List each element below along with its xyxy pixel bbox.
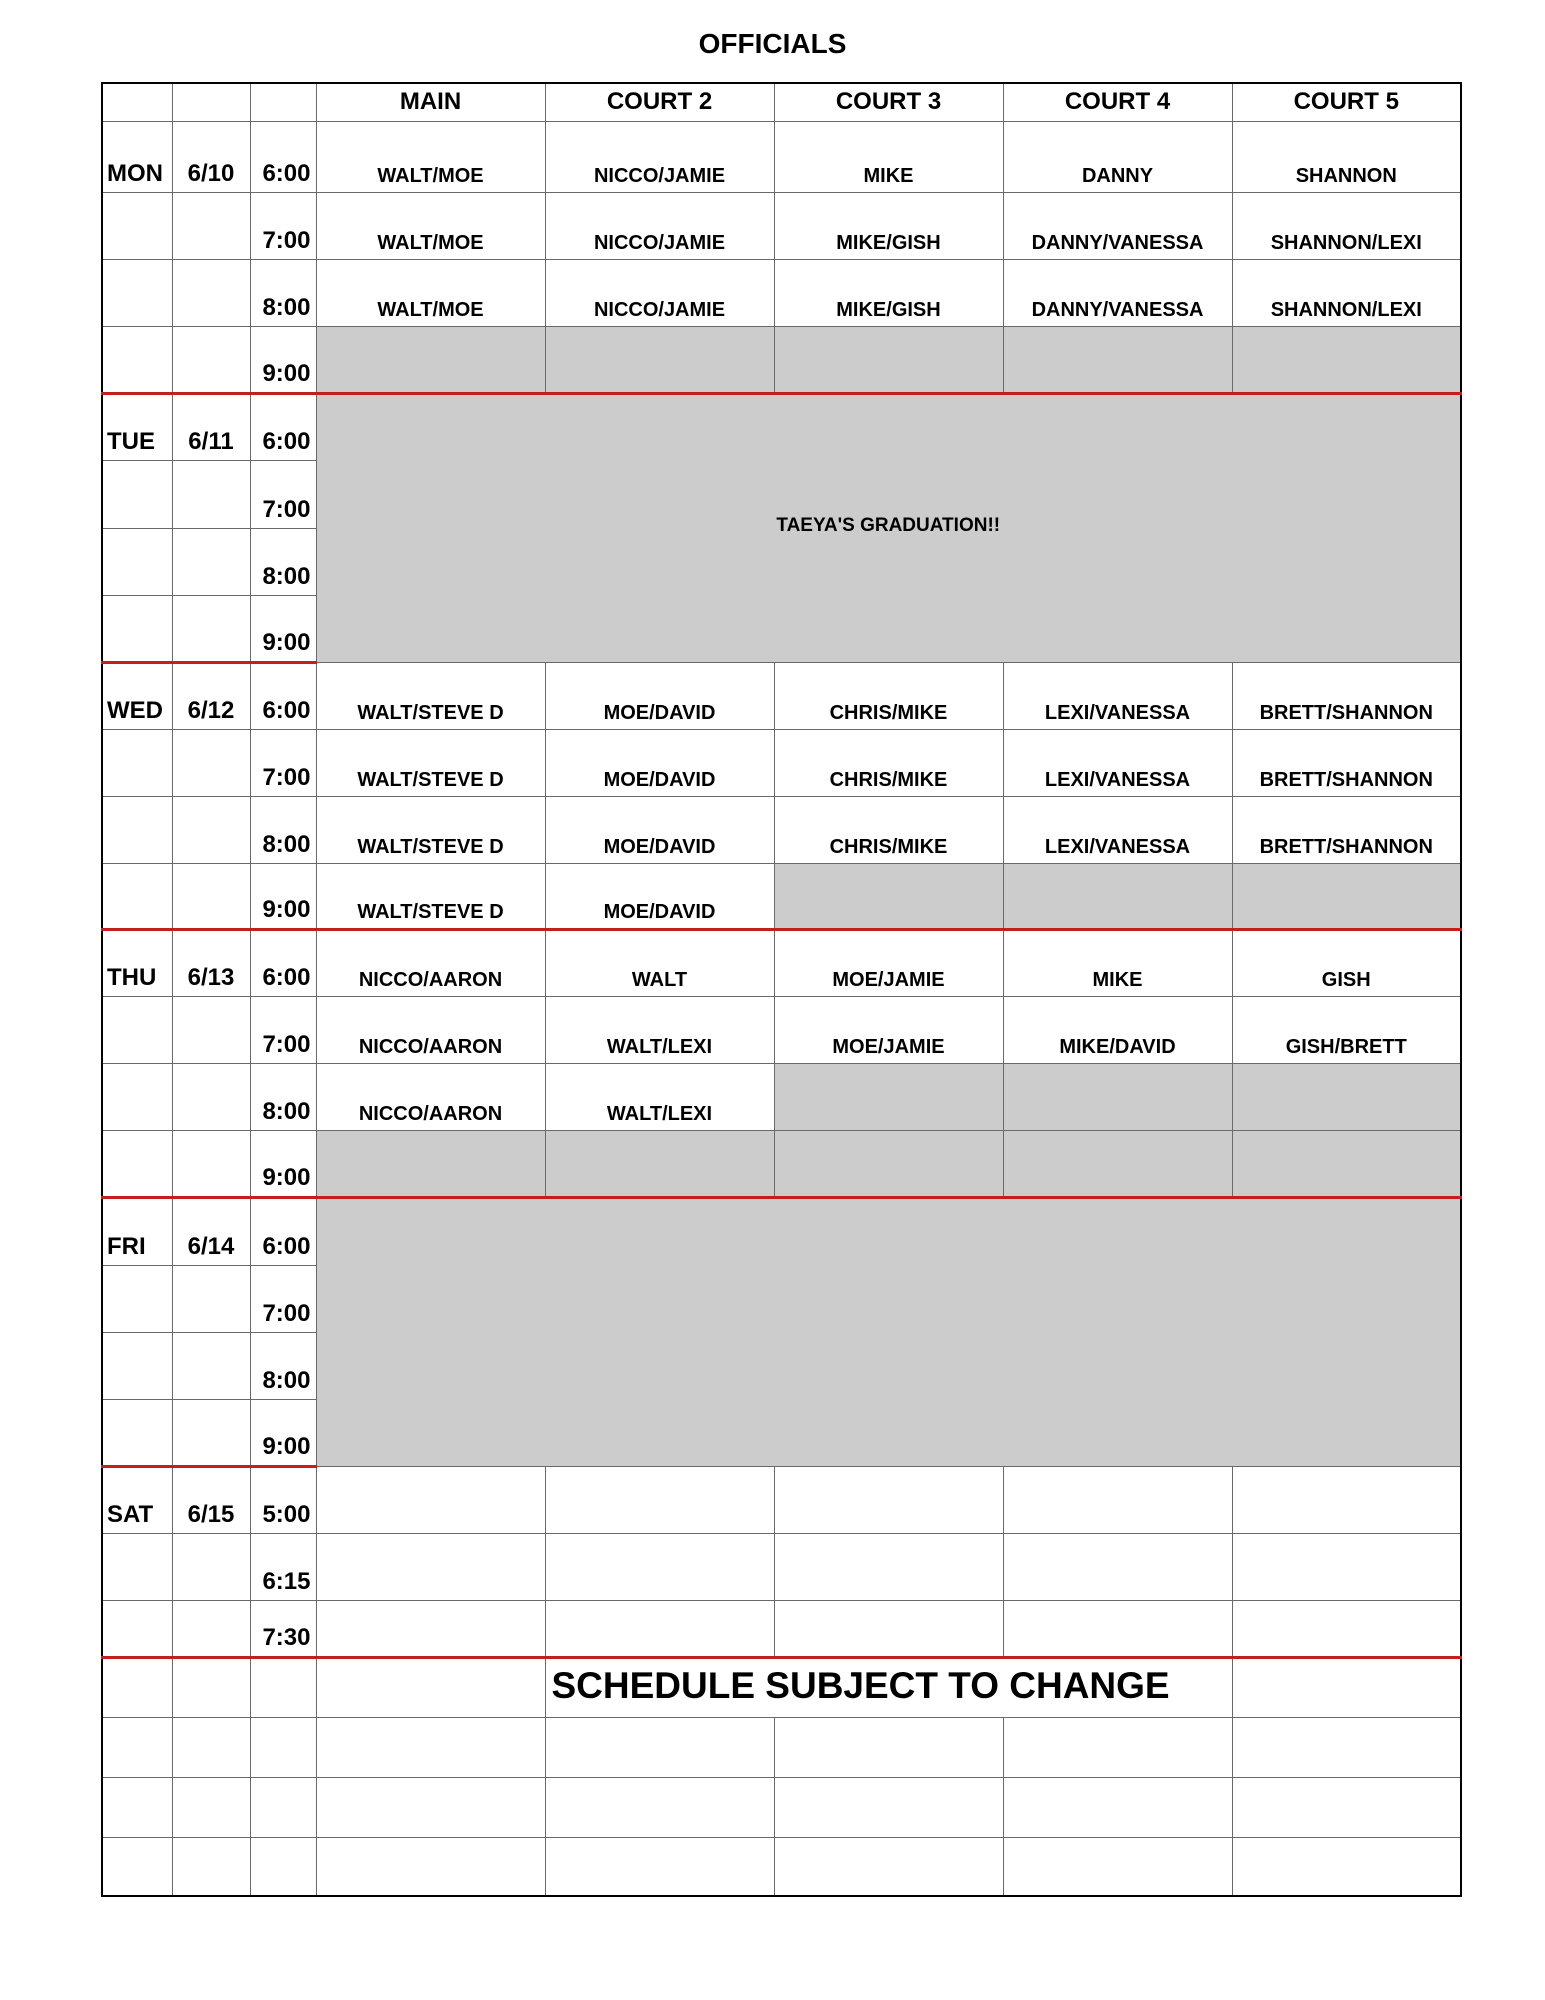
header-row	[102, 83, 1461, 121]
official-cell: DANNY/VANESSA	[1003, 192, 1232, 259]
official-cell	[1232, 863, 1461, 929]
empty-cell	[1232, 1533, 1461, 1600]
official-cell: NICCO/JAMIE	[545, 192, 774, 259]
day-blank-cell	[102, 1063, 172, 1130]
blank-cell	[545, 1777, 774, 1837]
blank-cell	[172, 1657, 250, 1717]
schedule-row	[102, 796, 1461, 863]
official-cell	[774, 1130, 1003, 1197]
header-blank-cell	[250, 83, 316, 121]
column-header-court-4: COURT 4	[1003, 83, 1232, 121]
date-blank-cell	[172, 1265, 250, 1332]
date-blank-cell	[172, 1332, 250, 1399]
officials-schedule-table	[101, 82, 1462, 1897]
official-cell: MIKE/DAVID	[1003, 996, 1232, 1063]
official-cell	[774, 1063, 1003, 1130]
day-blank-cell	[102, 326, 172, 393]
date-label-fri: 6/14	[172, 1197, 250, 1265]
date-blank-cell	[172, 796, 250, 863]
graduation-note: TAEYA'S GRADUATION!!	[316, 393, 1461, 662]
blank-cell	[774, 1777, 1003, 1837]
official-cell: WALT/LEXI	[545, 996, 774, 1063]
time-slot: 5:00	[250, 1466, 316, 1533]
schedule-row	[102, 863, 1461, 929]
official-cell: WALT/MOE	[316, 121, 545, 192]
day-blank-cell	[102, 528, 172, 595]
official-cell: GISH	[1232, 929, 1461, 996]
time-slot: 8:00	[250, 528, 316, 595]
blank-cell	[102, 1837, 172, 1896]
empty-cell	[774, 1466, 1003, 1533]
column-header-main: MAIN	[316, 83, 545, 121]
schedule-row	[102, 1130, 1461, 1197]
empty-cell	[316, 1600, 545, 1657]
day-blank-cell	[102, 1533, 172, 1600]
blank-cell	[1003, 1717, 1232, 1777]
time-slot: 8:00	[250, 796, 316, 863]
time-slot: 8:00	[250, 1332, 316, 1399]
official-cell	[545, 326, 774, 393]
date-blank-cell	[172, 326, 250, 393]
official-cell: LEXI/VANESSA	[1003, 796, 1232, 863]
day-label-tue: TUE	[102, 393, 172, 460]
day-blank-cell	[102, 259, 172, 326]
schedule-row	[102, 1063, 1461, 1130]
official-cell	[774, 863, 1003, 929]
day-label-mon: MON	[102, 121, 172, 192]
official-cell	[316, 326, 545, 393]
official-cell: NICCO/JAMIE	[545, 259, 774, 326]
official-cell: MOE/DAVID	[545, 863, 774, 929]
time-slot: 7:00	[250, 192, 316, 259]
blank-cell	[316, 1837, 545, 1896]
day-blank-cell	[102, 1399, 172, 1466]
empty-cell	[545, 1466, 774, 1533]
blank-cell	[102, 1777, 172, 1837]
time-slot: 8:00	[250, 259, 316, 326]
time-slot: 6:00	[250, 929, 316, 996]
date-label-tue: 6/11	[172, 393, 250, 460]
empty-cell	[545, 1533, 774, 1600]
date-blank-cell	[172, 595, 250, 662]
official-cell: LEXI/VANESSA	[1003, 729, 1232, 796]
date-blank-cell	[172, 528, 250, 595]
schedule-row	[102, 1600, 1461, 1657]
official-cell	[1232, 1130, 1461, 1197]
date-blank-cell	[172, 996, 250, 1063]
blank-cell	[1232, 1657, 1461, 1717]
official-cell: CHRIS/MIKE	[774, 662, 1003, 729]
official-cell: MOE/DAVID	[545, 662, 774, 729]
day-label-sat: SAT	[102, 1466, 172, 1533]
unavailable-block	[316, 1197, 1461, 1466]
official-cell: WALT/STEVE D	[316, 796, 545, 863]
official-cell: BRETT/SHANNON	[1232, 662, 1461, 729]
official-cell: SHANNON/LEXI	[1232, 259, 1461, 326]
blank-cell	[172, 1717, 250, 1777]
blank-cell	[545, 1717, 774, 1777]
official-cell: SHANNON/LEXI	[1232, 192, 1461, 259]
empty-cell	[1232, 1600, 1461, 1657]
official-cell: WALT/STEVE D	[316, 729, 545, 796]
blank-cell	[316, 1777, 545, 1837]
time-slot: 9:00	[250, 1399, 316, 1466]
date-label-sat: 6/15	[172, 1466, 250, 1533]
day-blank-cell	[102, 1600, 172, 1657]
schedule-row	[102, 1533, 1461, 1600]
blank-cell	[250, 1657, 316, 1717]
empty-cell	[1232, 1466, 1461, 1533]
date-blank-cell	[172, 259, 250, 326]
blank-cell	[316, 1717, 545, 1777]
blank-row	[102, 1837, 1461, 1896]
official-cell	[774, 326, 1003, 393]
blank-row	[102, 1717, 1461, 1777]
official-cell	[1003, 863, 1232, 929]
blank-cell	[316, 1657, 545, 1717]
subject-to-change-row	[102, 1657, 1461, 1717]
empty-cell	[1003, 1600, 1232, 1657]
schedule-row	[102, 729, 1461, 796]
empty-cell	[316, 1466, 545, 1533]
time-slot: 8:00	[250, 1063, 316, 1130]
official-cell: NICCO/AARON	[316, 929, 545, 996]
blank-cell	[250, 1717, 316, 1777]
column-header-court-5: COURT 5	[1232, 83, 1461, 121]
schedule-row	[102, 393, 1461, 460]
official-cell: SHANNON	[1232, 121, 1461, 192]
date-blank-cell	[172, 1130, 250, 1197]
empty-cell	[1003, 1533, 1232, 1600]
official-cell: WALT/MOE	[316, 192, 545, 259]
official-cell: WALT/LEXI	[545, 1063, 774, 1130]
time-slot: 6:00	[250, 393, 316, 460]
day-label-thu: THU	[102, 929, 172, 996]
official-cell: BRETT/SHANNON	[1232, 729, 1461, 796]
empty-cell	[774, 1533, 1003, 1600]
day-label-fri: FRI	[102, 1197, 172, 1265]
blank-row	[102, 1777, 1461, 1837]
date-blank-cell	[172, 460, 250, 528]
official-cell: WALT/MOE	[316, 259, 545, 326]
official-cell: NICCO/AARON	[316, 1063, 545, 1130]
date-label-wed: 6/12	[172, 662, 250, 729]
schedule-row	[102, 996, 1461, 1063]
day-blank-cell	[102, 729, 172, 796]
empty-cell	[774, 1600, 1003, 1657]
date-blank-cell	[172, 1600, 250, 1657]
schedule-row	[102, 121, 1461, 192]
official-cell: MOE/JAMIE	[774, 996, 1003, 1063]
official-cell: MOE/DAVID	[545, 729, 774, 796]
day-blank-cell	[102, 595, 172, 662]
blank-cell	[102, 1657, 172, 1717]
time-slot: 9:00	[250, 595, 316, 662]
time-slot: 6:15	[250, 1533, 316, 1600]
time-slot: 6:00	[250, 662, 316, 729]
official-cell: WALT/STEVE D	[316, 863, 545, 929]
blank-cell	[172, 1777, 250, 1837]
official-cell: DANNY	[1003, 121, 1232, 192]
column-header-court-3: COURT 3	[774, 83, 1003, 121]
official-cell	[1003, 326, 1232, 393]
time-slot: 7:00	[250, 729, 316, 796]
official-cell	[1003, 1063, 1232, 1130]
official-cell: DANNY/VANESSA	[1003, 259, 1232, 326]
day-label-wed: WED	[102, 662, 172, 729]
official-cell: MIKE/GISH	[774, 259, 1003, 326]
schedule-subject-to-change-note: SCHEDULE SUBJECT TO CHANGE	[545, 1657, 1232, 1717]
date-blank-cell	[172, 729, 250, 796]
official-cell	[1232, 1063, 1461, 1130]
schedule-row	[102, 326, 1461, 393]
time-slot: 9:00	[250, 1130, 316, 1197]
day-blank-cell	[102, 996, 172, 1063]
official-cell: WALT/STEVE D	[316, 662, 545, 729]
schedule-row	[102, 662, 1461, 729]
blank-cell	[250, 1777, 316, 1837]
official-cell: MOE/JAMIE	[774, 929, 1003, 996]
time-slot: 6:00	[250, 121, 316, 192]
blank-cell	[250, 1837, 316, 1896]
blank-cell	[1232, 1777, 1461, 1837]
official-cell: NICCO/AARON	[316, 996, 545, 1063]
schedule-row	[102, 259, 1461, 326]
official-cell: MIKE/GISH	[774, 192, 1003, 259]
header-blank-cell	[172, 83, 250, 121]
day-blank-cell	[102, 192, 172, 259]
empty-cell	[316, 1533, 545, 1600]
time-slot: 9:00	[250, 326, 316, 393]
schedule-row	[102, 1197, 1461, 1265]
time-slot: 7:30	[250, 1600, 316, 1657]
page-title: OFFICIALS	[698, 28, 847, 59]
day-blank-cell	[102, 863, 172, 929]
blank-cell	[102, 1717, 172, 1777]
official-cell	[1232, 326, 1461, 393]
date-blank-cell	[172, 1399, 250, 1466]
official-cell: WALT	[545, 929, 774, 996]
day-blank-cell	[102, 1332, 172, 1399]
schedule-row	[102, 192, 1461, 259]
schedule-row	[102, 929, 1461, 996]
blank-cell	[545, 1837, 774, 1896]
time-slot: 7:00	[250, 1265, 316, 1332]
day-blank-cell	[102, 1265, 172, 1332]
date-blank-cell	[172, 1063, 250, 1130]
blank-cell	[1003, 1837, 1232, 1896]
day-blank-cell	[102, 460, 172, 528]
time-slot: 7:00	[250, 996, 316, 1063]
official-cell: CHRIS/MIKE	[774, 729, 1003, 796]
official-cell: NICCO/JAMIE	[545, 121, 774, 192]
official-cell	[316, 1130, 545, 1197]
official-cell: MIKE	[1003, 929, 1232, 996]
official-cell: CHRIS/MIKE	[774, 796, 1003, 863]
time-slot: 7:00	[250, 460, 316, 528]
official-cell	[545, 1130, 774, 1197]
date-label-thu: 6/13	[172, 929, 250, 996]
header-blank-cell	[102, 83, 172, 121]
time-slot: 6:00	[250, 1197, 316, 1265]
official-cell	[1003, 1130, 1232, 1197]
official-cell: MOE/DAVID	[545, 796, 774, 863]
time-slot: 9:00	[250, 863, 316, 929]
date-blank-cell	[172, 863, 250, 929]
blank-cell	[774, 1717, 1003, 1777]
official-cell: LEXI/VANESSA	[1003, 662, 1232, 729]
column-header-court-2: COURT 2	[545, 83, 774, 121]
blank-cell	[1232, 1717, 1461, 1777]
day-blank-cell	[102, 796, 172, 863]
empty-cell	[545, 1600, 774, 1657]
day-blank-cell	[102, 1130, 172, 1197]
date-blank-cell	[172, 192, 250, 259]
official-cell: MIKE	[774, 121, 1003, 192]
official-cell: BRETT/SHANNON	[1232, 796, 1461, 863]
blank-cell	[774, 1837, 1003, 1896]
blank-cell	[1003, 1777, 1232, 1837]
blank-cell	[1232, 1837, 1461, 1896]
official-cell: GISH/BRETT	[1232, 996, 1461, 1063]
date-label-mon: 6/10	[172, 121, 250, 192]
blank-cell	[172, 1837, 250, 1896]
date-blank-cell	[172, 1533, 250, 1600]
empty-cell	[1003, 1466, 1232, 1533]
schedule-row	[102, 1466, 1461, 1533]
